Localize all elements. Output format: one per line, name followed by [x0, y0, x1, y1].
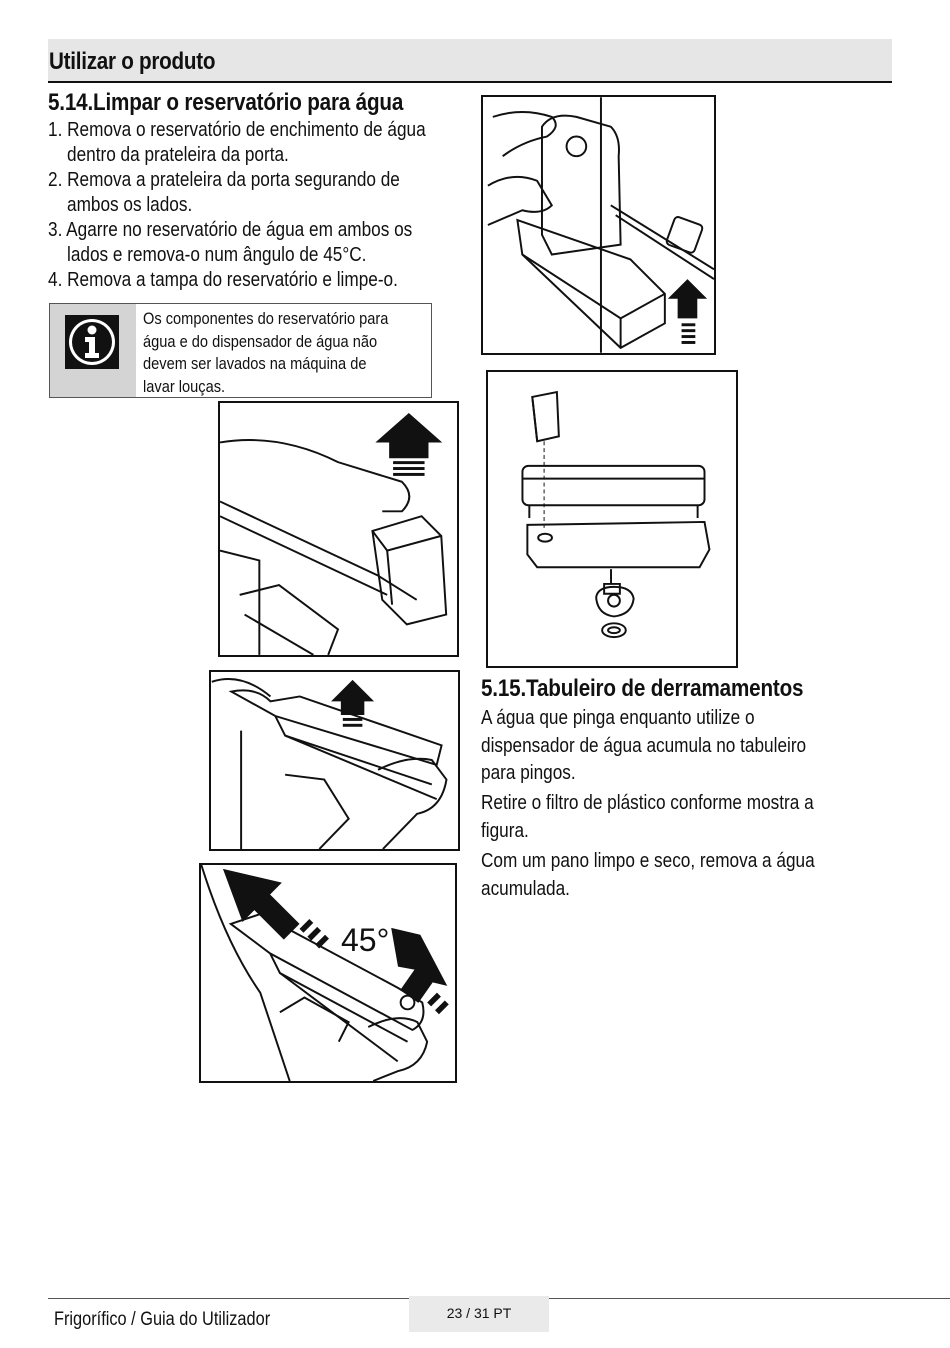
- paragraph-1-line-3: para pingos.: [481, 762, 576, 784]
- step-4-line-1: 4. Remova a tampa do reservatório e limpe-o.: [48, 269, 398, 291]
- paragraph-1-line-1: A água que pinga enquanto utilize o: [481, 707, 755, 729]
- step-2-line-1: 2. Remova a prateleira da porta segurando de: [48, 169, 400, 191]
- paragraph-1: [481, 705, 806, 788]
- section-514-title: 5.14.Limpar o reservatório para água: [48, 89, 404, 116]
- footer-title: Frigorífico / Guia do Utilizador: [54, 1309, 271, 1330]
- step-3-line-1: 3. Agarre no reservatório de água em ambos os: [48, 219, 413, 241]
- paragraph-2-line-1: Retire o filtro de plástico conforme mostra a: [481, 792, 814, 814]
- figure-lift-shelf: [209, 670, 460, 851]
- header-title: Utilizar o produto: [49, 48, 216, 75]
- page-number: 23 / 31 PT: [446, 1305, 512, 1321]
- step-1-line-2: dentro da prateleira da porta.: [67, 144, 289, 166]
- figure-exploded-parts-drawing: [488, 372, 736, 666]
- paragraph-3-line-2: acumulada.: [481, 877, 570, 900]
- figure-tank-removal: [481, 95, 716, 355]
- paragraph-1-line-2: dispensador de água acumula no tabuleiro: [481, 734, 807, 757]
- note-line-1: Os componentes do reservatório para: [143, 309, 389, 328]
- figure-remove-45-degrees-drawing: [201, 865, 455, 1081]
- figure-exploded-parts: [486, 370, 738, 668]
- paragraph-2: [481, 790, 814, 845]
- info-icon: [64, 314, 120, 370]
- note-icon-background: [50, 304, 136, 397]
- paragraph-3-line-1: Com um pano limpo e seco, remova a água: [481, 850, 815, 872]
- step-2-line-2: ambos os lados.: [67, 194, 193, 216]
- paragraph-3: [481, 848, 815, 903]
- note-text: [143, 308, 388, 398]
- section-515-title: 5.15.Tabuleiro de derramamentos: [481, 675, 804, 702]
- figure-remove-tank: [218, 401, 459, 657]
- page-number-box: [409, 1296, 549, 1332]
- note-line-4: lavar louças.: [143, 376, 226, 396]
- angle-label: 45°: [341, 922, 390, 958]
- paragraph-2-line-2: figura.: [481, 819, 529, 842]
- step-1-line-1: 1. Remova o reservatório de enchimento de água: [48, 119, 426, 141]
- note-line-3: devem ser lavados na máquina de: [143, 354, 367, 373]
- figure-tank-removal-drawing: [483, 97, 714, 353]
- figure-lift-shelf-drawing: [211, 672, 458, 849]
- figure-remove-tank-drawing: [220, 403, 457, 655]
- step-3-line-2: lados e remova-o num ângulo de 45°C.: [67, 244, 367, 266]
- page-header: [48, 39, 892, 83]
- figure-remove-45-degrees: [199, 863, 457, 1083]
- note-line-2: água e do dispensador de água não: [143, 331, 378, 351]
- info-note: [49, 303, 432, 398]
